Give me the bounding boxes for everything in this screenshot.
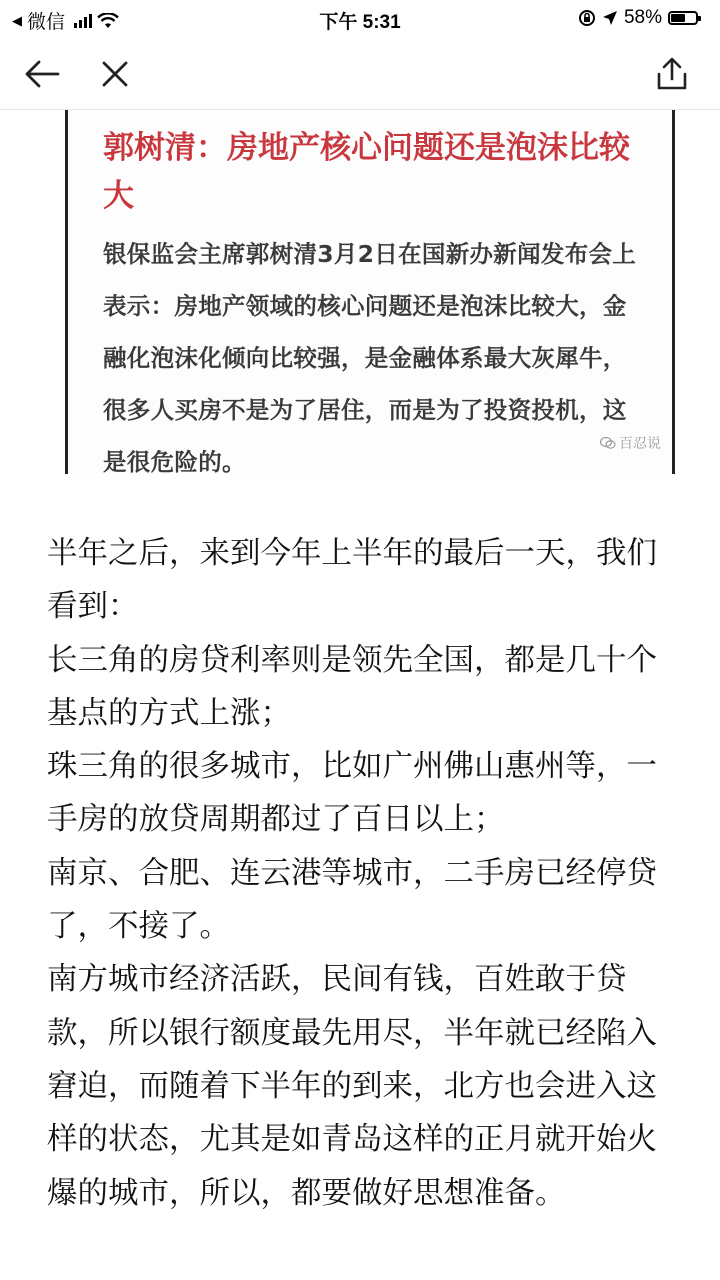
- news-body: 银保监会主席郭树清3月2日在国新办新闻发布会上表示：房地产领域的核心问题还是泡沫比较大，金融化泡沫化倾向比较强，是金融体系最大灰犀牛，很多人买房不是为了居住，而是为了投资投机，这是很危险的。: [103, 240, 637, 476]
- status-right: [578, 7, 698, 29]
- status-bar: [0, 0, 720, 36]
- image-border-right: [672, 110, 675, 474]
- news-title: 郭树清：房地产核心问题还是泡沫比较大: [103, 130, 630, 214]
- back-arrow-icon: [24, 59, 60, 89]
- battery-percent: 58%: [623, 7, 662, 28]
- carrier-label: 微信: [27, 12, 66, 33]
- back-to-app-icon[interactable]: ◀: [12, 12, 22, 28]
- battery-icon: [668, 11, 698, 25]
- watermark-text: 百忍说: [619, 436, 661, 452]
- orientation-lock-icon: [578, 9, 596, 27]
- back-button[interactable]: [22, 54, 62, 94]
- close-button[interactable]: [95, 54, 135, 94]
- share-icon: [655, 57, 689, 91]
- close-icon: [101, 60, 129, 88]
- wechat-icon: [600, 436, 616, 450]
- article-paragraph: 长三角的房贷利率则是领先全国，都是几十个基点的方式上涨；: [47, 642, 657, 731]
- location-icon: [602, 10, 618, 26]
- nav-bar: [0, 36, 720, 110]
- article-paragraph: 珠三角的很多城市，比如广州佛山惠州等，一手房的放贷周期都过了百日以上；: [47, 749, 657, 838]
- status-time: 下午 5:31: [319, 12, 401, 33]
- article-body: [47, 527, 682, 1220]
- article-paragraph: 南京、合肥、连云港等城市，二手房已经停贷了，不接了。: [47, 855, 657, 945]
- image-border-left: [65, 110, 68, 474]
- news-image: [65, 110, 675, 474]
- article-paragraph: 半年之后，来到今年上半年的最后一天，我们看到：: [47, 536, 657, 625]
- article-paragraph: 南方城市经济活跃，民间有钱，百姓敢于贷款，所以银行额度最先用尽，半年就已经陷入窘迫，而随着下半年的到来，北方也会进入这样的状态，尤其是如青岛这样的正月就开始火爆的城市，所以，都要做好思想准备。: [47, 962, 657, 1211]
- share-button[interactable]: [652, 54, 692, 94]
- watermark: [600, 433, 661, 453]
